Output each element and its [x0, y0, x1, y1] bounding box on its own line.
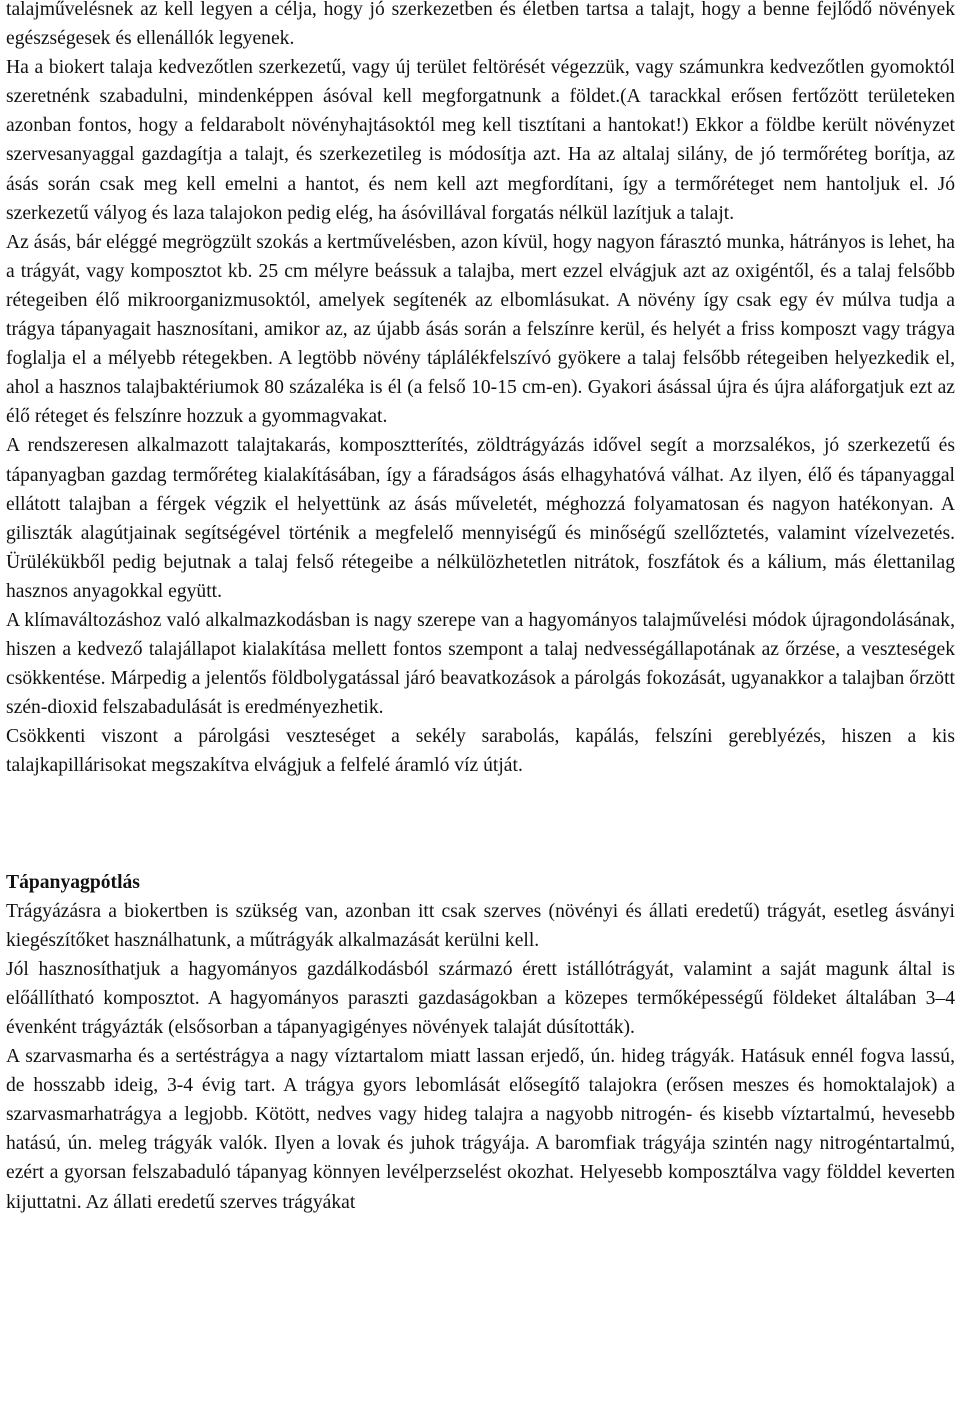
paragraph-manure-types: A szarvasmarha és a sertéstrágya a nagy víztartalom miatt lassan erjedő, ún. hideg trágyák. Hatásuk ennél fogva lassú, de hosszabb ideig, 3-4 évig tart. A trágya gyors lebomlását elősegítő talajokra (erősen meszes és homoktalajok) a szarvasmarhatrágya a legjobb. Kötött, nedves vagy hideg talajra a nagyobb nitrogén- és kisebb víztartalmú, hevesebb hatású, ún. meleg trágyák valók. Ilyen a lovak és juhok trágyája. A baromfiak trágyája szintén nagy nitrogéntartalmú, ezért a gyorsan felszabaduló tápanyag könnyen levélperzselést okozhat. Helyesebb komposztálva vagy földdel keverten kijuttatni. Az állati eredetű szerves trágyákat — [6, 1046, 955, 1213]
section-spacer — [6, 781, 955, 868]
paragraph-mulching: A rendszeresen alkalmazott talajtakarás, komposztterítés, zöldtrágyázás idővel segít a morzsalékos, jó szerkezetű és tápanyagban gazdag termőréteg kialakításában, így a fáradságos ásás elhagyhatóvá válhat. Az ilyen, élő és tápanyaggal ellátott talajban a férgek végzik el helyettünk az ásás műveletét, méghozzá folyamatosan és nagyon hatékonyan. A giliszták alagútjainak segítségével történik a megfelelő mennyiségű és minőségű szellőztetés, valamint vízelvezetés. Ürülékükből pedig bejutnak a talaj felső rétegeibe a nélkülözhetetlen nitrátok, foszfátok és a kálium, más élettanilag hasznos anyagokkal együtt. — [6, 435, 955, 602]
paragraph-evaporation: Csökkenti viszont a párolgási veszteséget a sekély sarabolás, kapálás, felszíni gereblyézés, hiszen a kis talajkapillárisokat megszakítva elvágjuk a felfelé áramló víz útját. — [6, 726, 955, 777]
paragraph-climate-adaptation: A klímaváltozáshoz való alkalmazkodásban is nagy szerepe van a hagyományos talajművelési módok újragondolásának, hiszen a kedvező talajállapot kialakítása mellett fontos szempont a talaj nedvességállapotának az őrzése, a veszteségek csökkentése. Márpedig a jelentős földbolygatással járó beavatkozások a párolgás fokozását, ugyanakkor a talajban őrzött szén-dioxid felszabadulását is eredményezhetik. — [6, 609, 955, 719]
section-heading: Tápanyagpótlás — [6, 871, 140, 893]
paragraph-intro-continuation: talajművelésnek az kell legyen a célja, hogy jó szerkezetben és életben tartsa a talajt, hogy a benne fejlődő növények egészségesek és ellenállók legyenek. — [6, 0, 955, 50]
paragraph-manure-compost: Jól hasznosíthatjuk a hagyományos gazdálkodásból származó érett istállótrágyát, valamint a saját magunk által is előállítható komposztot. A hagyományos paraszti gazdaságokban a közepes termőképességű földeket általában 3–4 évenként trágyázták (elsősorban a tápanyagigényes növények talaját dúsították). — [6, 958, 955, 1038]
paragraph-digging-drawbacks: Az ásás, bár eléggé megrögzült szokás a kertművelésben, azon kívül, hogy nagyon fárasztó munka, hátrányos is lehet, ha a trágyát, vagy komposztot kb. 25 cm mélyre beássuk a talajba, mert ezzel elvágjuk azt az oxigéntől, és a talaj felsőbb rétegeiben élő mikroorganizmusoktól, amelyek segítenék az elbomlásukat. A növény így csak egy év múlva tudja a trágya tápanyagait hasznosítani, amikor az, az újabb ásás során a felszínre kerül, és helyét a friss komposzt vagy trágya foglalja el a mélyebb rétegekben. A legtöbb növény táplálékfelszívó gyökere a talaj felsőbb rétegeiben helyezkedik el, ahol a hasznos talajbaktériumok 80 százaléka is él (a felső 10-15 cm-en). Gyakori ásással újra és újra aláforgatjuk ezt az élő réteget és felszínre hozzuk a gyommagvakat. — [6, 231, 955, 428]
paragraph-digging: Ha a biokert talaja kedvezőtlen szerkezetű, vagy új terület feltörését végezzük, vagy számunkra kedvezőtlen gyomoktól szeretnénk szabadulni, mindenképpen ásóval kell megforgatnunk a földet.(A tarackkal erősen fertőzött területeken azonban fontos, hogy a feldarabolt növényhajtásoktól meg kell tisztítani a hantokat!) Ekkor a földbe került növényzet szervesanyaggal gazdagítja a talajt, és szerkezetileg is módosítja azt. Ha az altalaj silány, de jó termőréteg borítja, az ásás során csak meg kell emelni a hantot, és nem kell azt megfordítani, így a termőréteget nem hantoljuk el. Jó szerkezetű vályog és laza talajokon pedig elég, ha ásóvillával forgatás nélkül lazítjuk a talajt. — [6, 57, 955, 224]
paragraph-fertilizing: Trágyázásra a biokertben is szükség van, azonban itt csak szerves (növényi és állati eredetű) trágyát, esetleg ásványi kiegészítőket használhatunk, a műtrágyák alkalmazását kerülni kell. — [6, 900, 955, 951]
document-page — [6, 0, 955, 1217]
